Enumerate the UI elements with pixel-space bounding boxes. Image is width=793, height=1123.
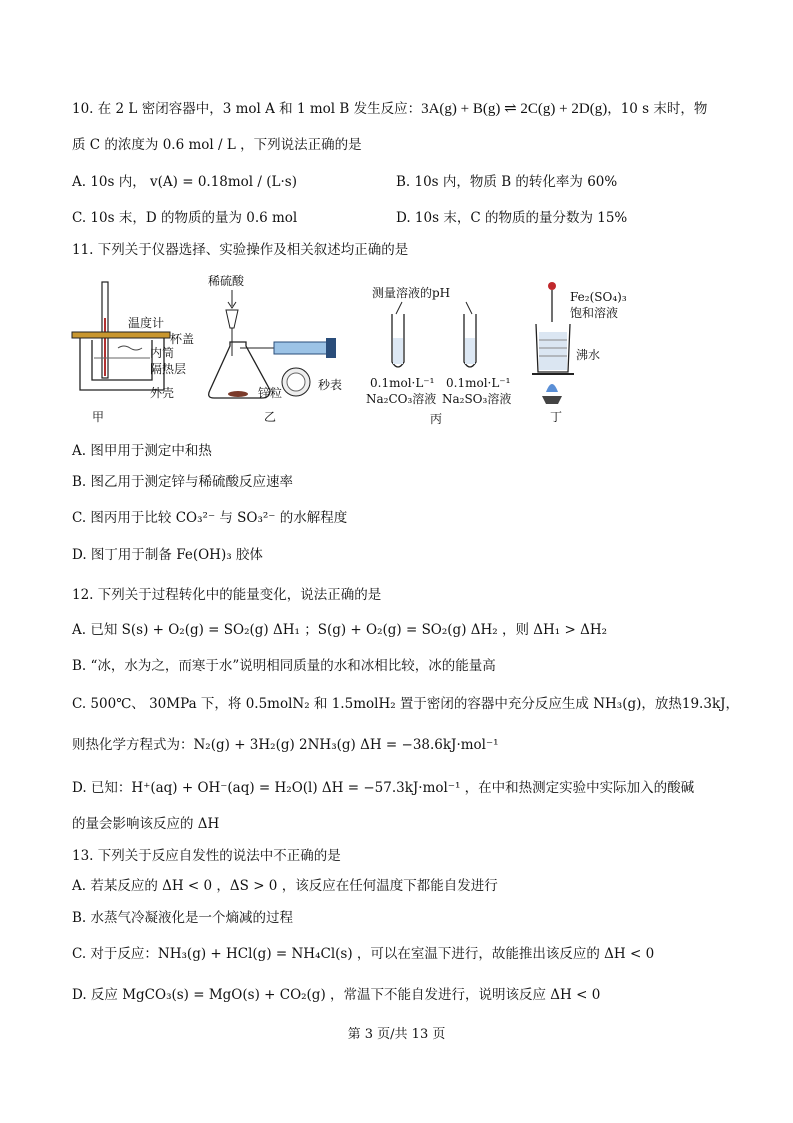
q11-option-c: C. 图丙用于比较 CO₃²⁻ 与 SO₃²⁻ 的水解程度 [72, 510, 348, 526]
q10-option-d: D. 10s 末，C 的物质的量分数为 15% [396, 210, 628, 226]
right-tube-conc: 0.1mol·L⁻¹ [446, 376, 511, 390]
q10-option-c: C. 10s 末，D 的物质的量为 0.6 mol [72, 210, 298, 226]
q10-reaction: 3A(g) + B(g) ⇌ 2C(g) + 2D(g) [421, 101, 608, 117]
q10-stem-b: ，10 s 末时，物 [607, 101, 708, 117]
boiling-water-label: 沸水 [576, 348, 601, 362]
reaction-rate-apparatus [208, 272, 358, 428]
q12-stem: 12. 下列关于过程转化中的能量变化，说法正确的是 [72, 587, 382, 603]
figure-ding-caption: 丁 [550, 410, 563, 424]
inner-cylinder-label: 内筒 [150, 346, 175, 360]
q13-option-a: A. 若某反应的 ΔH < 0 ，ΔS > 0 ，该反应在任何温度下都能自发进行 [72, 878, 498, 894]
q10-stem-line1 [72, 99, 707, 119]
figure-jia-caption: 甲 [92, 410, 105, 424]
left-tube-solution: Na₂CO₃溶液 [366, 392, 437, 406]
q13-stem: 13. 下列关于反应自发性的说法中不正确的是 [72, 848, 341, 864]
q12-option-d-line1: D. 已知：H⁺(aq) + OH⁻(aq) = H₂O(l) ΔH = −57.3kJ·mol⁻¹ ，在中和热测定实验中实际加入的酸碱 [72, 780, 695, 796]
q10-option-a: A. 10s 内， v(A) = 0.18mol / (L·s) [72, 174, 297, 190]
saturated-solution-label: 饱和溶液 [570, 306, 619, 320]
q12-option-b: B. “冰，水为之，而寒于水”说明相同质量的水和冰相比较，冰的能量高 [72, 658, 496, 674]
left-tube-conc: 0.1mol·L⁻¹ [370, 376, 435, 390]
figure-ding [530, 280, 640, 428]
q12-option-d-line2: 的量会影响该反应的 ΔH [72, 816, 220, 832]
figure-yi [208, 272, 358, 428]
q12-option-c-line2: 则热化学方程式为：N₂(g) + 3H₂(g) 2NH₃(g) ΔH = −38.6kJ·mol⁻¹ [72, 737, 499, 753]
reagent-formula-label: Fe₂(SO₄)₃ [570, 290, 627, 304]
figure-bing [362, 284, 512, 428]
q10-stem-a: 10. 在 2 L 密闭容器中，3 mol A 和 1 mol B 发生反应： [72, 101, 422, 117]
right-tube-solution: Na₂SO₃溶液 [442, 392, 512, 406]
q11-option-d: D. 图丁用于制备 Fe(OH)₃ 胶体 [72, 547, 263, 563]
q10-stem-line2: 质 C 的浓度为 0.6 mol / L ，下列说法正确的是 [72, 137, 362, 153]
calorimeter-diagram [68, 278, 198, 428]
q12-option-a: A. 已知 S(s) + O₂(g) = SO₂(g) ΔH₁ ；S(g) + O₂(g) = SO₂(g) ΔH₂ ，则 ΔH₁ > ΔH₂ [72, 622, 608, 638]
zinc-label: 锌粒 [258, 386, 283, 400]
q11-stem: 11. 下列关于仪器选择、实验操作及相关叙述均正确的是 [72, 242, 409, 258]
page-footer: 第 3 页/共 13 页 [347, 1027, 446, 1042]
measure-ph-label: 测量溶液的pH [372, 286, 451, 300]
dilute-acid-label: 稀硫酸 [208, 274, 245, 288]
q11-option-a: A. 图甲用于测定中和热 [72, 443, 212, 459]
lid-label: 杯盖 [170, 332, 195, 346]
q13-option-c: C. 对于反应：NH₃(g) + HCl(g) = NH₄Cl(s) ，可以在室温下进行，故能推出该反应的 ΔH < 0 [72, 946, 655, 962]
insulation-label: 隔热层 [150, 362, 187, 376]
q12-option-c-line1: C. 500℃、 30MPa 下，将 0.5molN₂ 和 1.5molH₂ 置于密闭的容器中充分反应生成 NH₃(g)，放热19.3kJ， [72, 696, 740, 712]
q10-option-b: B. 10s 内，物质 B 的转化率为 60% [396, 174, 618, 190]
q11-option-b: B. 图乙用于测定锌与稀硫酸反应速率 [72, 474, 294, 490]
stopwatch-label: 秒表 [318, 378, 343, 392]
figure-yi-caption: 乙 [264, 410, 277, 424]
figure-bing-caption: 丙 [430, 412, 443, 426]
q13-option-b: B. 水蒸气冷凝液化是一个熵减的过程 [72, 910, 294, 926]
shell-label: 外壳 [150, 386, 175, 400]
thermometer-label: 温度计 [128, 316, 165, 330]
q13-option-d: D. 反应 MgCO₃(s) = MgO(s) + CO₂(g) ，常温下不能自发进行，说明该反应 ΔH < 0 [72, 987, 601, 1003]
figure-jia [68, 278, 198, 428]
